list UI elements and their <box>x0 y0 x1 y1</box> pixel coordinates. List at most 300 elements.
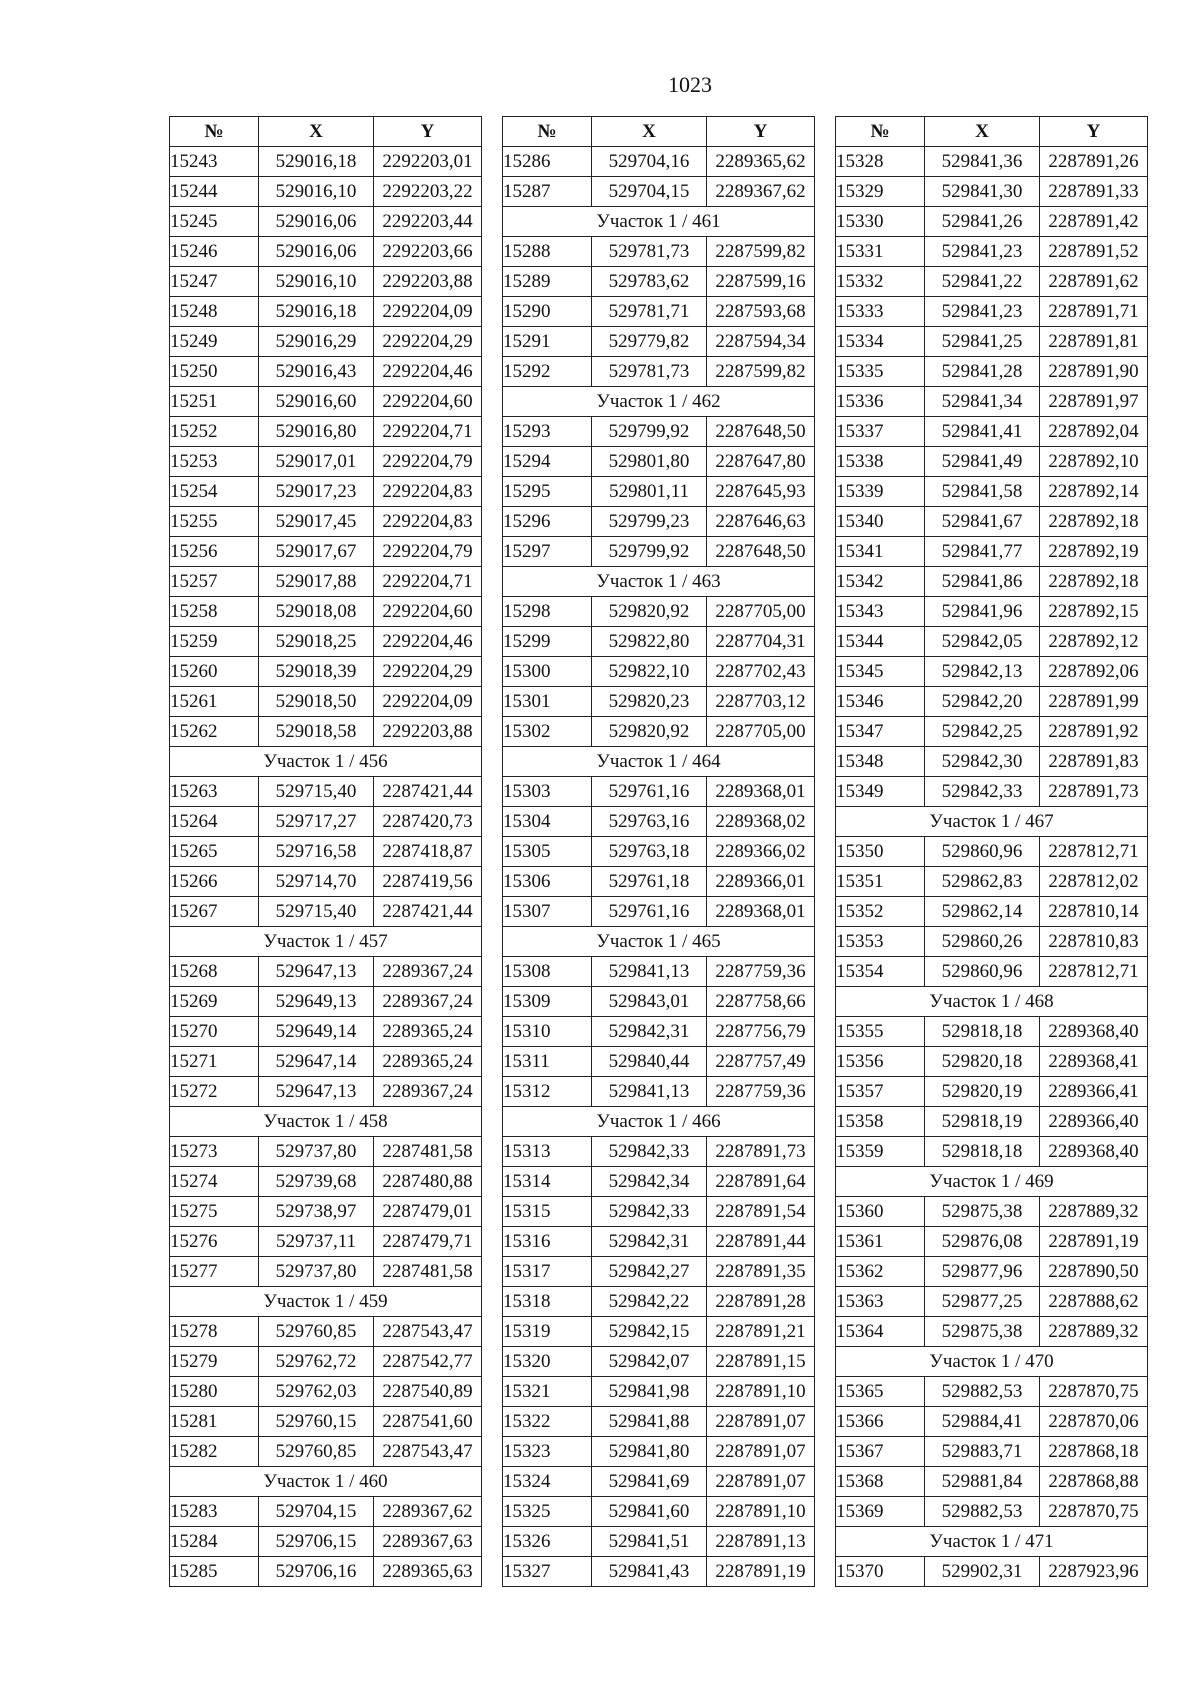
point-number-cell: 15365 <box>836 1377 925 1407</box>
x-coordinate-cell: 529841,34 <box>925 387 1040 417</box>
table-row <box>170 357 482 387</box>
table-header-row <box>503 117 815 147</box>
table-row <box>170 1137 482 1167</box>
y-coordinate-cell: 2289368,40 <box>1040 1137 1148 1167</box>
y-coordinate-cell: 2289365,24 <box>374 1047 482 1077</box>
header-number: № <box>503 117 592 147</box>
table-row <box>170 957 482 987</box>
point-number-cell: 15317 <box>503 1257 592 1287</box>
table-row <box>170 327 482 357</box>
section-row <box>836 1527 1148 1557</box>
x-coordinate-cell: 529801,11 <box>592 477 707 507</box>
table-row <box>836 1047 1148 1077</box>
table-row <box>503 687 815 717</box>
x-coordinate-cell: 529738,97 <box>259 1197 374 1227</box>
y-coordinate-cell: 2287645,93 <box>707 477 815 507</box>
y-coordinate-cell: 2289366,02 <box>707 837 815 867</box>
point-number-cell: 15306 <box>503 867 592 897</box>
x-coordinate-cell: 529016,10 <box>259 177 374 207</box>
table-row <box>836 957 1148 987</box>
point-number-cell: 15260 <box>170 657 259 687</box>
table-body <box>503 147 815 1587</box>
section-label: Участок 1 / 466 <box>503 1107 815 1137</box>
x-coordinate-cell: 529781,71 <box>592 297 707 327</box>
y-coordinate-cell: 2287418,87 <box>374 837 482 867</box>
point-number-cell: 15253 <box>170 447 259 477</box>
section-row <box>503 747 815 777</box>
y-coordinate-cell: 2289367,24 <box>374 987 482 1017</box>
point-number-cell: 15251 <box>170 387 259 417</box>
point-number-cell: 15255 <box>170 507 259 537</box>
x-coordinate-cell: 529820,23 <box>592 687 707 717</box>
point-number-cell: 15349 <box>836 777 925 807</box>
y-coordinate-cell: 2289365,63 <box>374 1557 482 1587</box>
table-row <box>836 1197 1148 1227</box>
y-coordinate-cell: 2287421,44 <box>374 777 482 807</box>
section-label: Участок 1 / 459 <box>170 1287 482 1317</box>
y-coordinate-cell: 2287868,88 <box>1040 1467 1148 1497</box>
x-coordinate-cell: 529842,31 <box>592 1227 707 1257</box>
y-coordinate-cell: 2287891,64 <box>707 1167 815 1197</box>
point-number-cell: 15361 <box>836 1227 925 1257</box>
x-coordinate-cell: 529737,80 <box>259 1257 374 1287</box>
y-coordinate-cell: 2287705,00 <box>707 597 815 627</box>
y-coordinate-cell: 2292203,44 <box>374 207 482 237</box>
table-row <box>836 1377 1148 1407</box>
x-coordinate-cell: 529017,45 <box>259 507 374 537</box>
x-coordinate-cell: 529841,51 <box>592 1527 707 1557</box>
point-number-cell: 15300 <box>503 657 592 687</box>
x-coordinate-cell: 529882,53 <box>925 1497 1040 1527</box>
point-number-cell: 15284 <box>170 1527 259 1557</box>
table-row <box>170 807 482 837</box>
x-coordinate-cell: 529841,23 <box>925 297 1040 327</box>
table-row <box>170 567 482 597</box>
table-row <box>836 507 1148 537</box>
page-number: 1023 <box>668 72 712 97</box>
x-coordinate-cell: 529779,82 <box>592 327 707 357</box>
x-coordinate-cell: 529820,18 <box>925 1047 1040 1077</box>
y-coordinate-cell: 2292204,46 <box>374 627 482 657</box>
table-row <box>170 1557 482 1587</box>
y-coordinate-cell: 2289368,01 <box>707 897 815 927</box>
table-row <box>170 597 482 627</box>
point-number-cell: 15348 <box>836 747 925 777</box>
point-number-cell: 15364 <box>836 1317 925 1347</box>
x-coordinate-cell: 529017,88 <box>259 567 374 597</box>
table-row <box>836 1227 1148 1257</box>
y-coordinate-cell: 2292203,66 <box>374 237 482 267</box>
point-number-cell: 15271 <box>170 1047 259 1077</box>
x-coordinate-cell: 529842,22 <box>592 1287 707 1317</box>
table-row <box>503 1527 815 1557</box>
point-number-cell: 15332 <box>836 267 925 297</box>
x-coordinate-cell: 529762,03 <box>259 1377 374 1407</box>
table-row <box>170 1227 482 1257</box>
coordinates-table-2 <box>502 116 815 1587</box>
table-row <box>836 1287 1148 1317</box>
x-coordinate-cell: 529704,16 <box>592 147 707 177</box>
point-number-cell: 15264 <box>170 807 259 837</box>
table-row <box>836 777 1148 807</box>
point-number-cell: 15309 <box>503 987 592 1017</box>
point-number-cell: 15314 <box>503 1167 592 1197</box>
table-row <box>503 1407 815 1437</box>
table-row <box>503 357 815 387</box>
y-coordinate-cell: 2287891,73 <box>707 1137 815 1167</box>
table-row <box>836 567 1148 597</box>
section-row <box>836 1167 1148 1197</box>
point-number-cell: 15286 <box>503 147 592 177</box>
y-coordinate-cell: 2287892,15 <box>1040 597 1148 627</box>
point-number-cell: 15283 <box>170 1497 259 1527</box>
table-row <box>836 297 1148 327</box>
y-coordinate-cell: 2287891,73 <box>1040 777 1148 807</box>
x-coordinate-cell: 529842,13 <box>925 657 1040 687</box>
y-coordinate-cell: 2287891,19 <box>1040 1227 1148 1257</box>
point-number-cell: 15315 <box>503 1197 592 1227</box>
section-label: Участок 1 / 467 <box>836 807 1148 837</box>
x-coordinate-cell: 529842,33 <box>592 1197 707 1227</box>
table-row <box>170 537 482 567</box>
point-number-cell: 15352 <box>836 897 925 927</box>
x-coordinate-cell: 529881,84 <box>925 1467 1040 1497</box>
x-coordinate-cell: 529715,40 <box>259 777 374 807</box>
table-row <box>503 1497 815 1527</box>
y-coordinate-cell: 2292204,79 <box>374 537 482 567</box>
point-number-cell: 15291 <box>503 327 592 357</box>
table-row <box>836 477 1148 507</box>
table-row <box>503 807 815 837</box>
x-coordinate-cell: 529841,58 <box>925 477 1040 507</box>
y-coordinate-cell: 2287812,02 <box>1040 867 1148 897</box>
table-row <box>170 987 482 1017</box>
point-number-cell: 15246 <box>170 237 259 267</box>
y-coordinate-cell: 2287758,66 <box>707 987 815 1017</box>
table-row <box>836 1077 1148 1107</box>
y-coordinate-cell: 2287891,62 <box>1040 267 1148 297</box>
y-coordinate-cell: 2287543,47 <box>374 1317 482 1347</box>
table-row <box>503 1467 815 1497</box>
y-coordinate-cell: 2289368,01 <box>707 777 815 807</box>
y-coordinate-cell: 2289366,41 <box>1040 1077 1148 1107</box>
y-coordinate-cell: 2287891,35 <box>707 1257 815 1287</box>
table-row <box>503 657 815 687</box>
x-coordinate-cell: 529842,27 <box>592 1257 707 1287</box>
point-number-cell: 15272 <box>170 1077 259 1107</box>
y-coordinate-cell: 2292204,71 <box>374 417 482 447</box>
point-number-cell: 15294 <box>503 447 592 477</box>
y-coordinate-cell: 2287891,10 <box>707 1497 815 1527</box>
x-coordinate-cell: 529760,15 <box>259 1407 374 1437</box>
table-row <box>170 1077 482 1107</box>
point-number-cell: 15319 <box>503 1317 592 1347</box>
section-row <box>170 927 482 957</box>
point-number-cell: 15277 <box>170 1257 259 1287</box>
x-coordinate-cell: 529706,15 <box>259 1527 374 1557</box>
section-label: Участок 1 / 469 <box>836 1167 1148 1197</box>
point-number-cell: 15266 <box>170 867 259 897</box>
x-coordinate-cell: 529649,13 <box>259 987 374 1017</box>
section-row <box>170 1287 482 1317</box>
point-number-cell: 15280 <box>170 1377 259 1407</box>
y-coordinate-cell: 2287891,07 <box>707 1467 815 1497</box>
x-coordinate-cell: 529877,96 <box>925 1257 1040 1287</box>
x-coordinate-cell: 529818,18 <box>925 1017 1040 1047</box>
point-number-cell: 15344 <box>836 627 925 657</box>
header-x: X <box>925 117 1040 147</box>
point-number-cell: 15295 <box>503 477 592 507</box>
y-coordinate-cell: 2287648,50 <box>707 417 815 447</box>
x-coordinate-cell: 529737,80 <box>259 1137 374 1167</box>
x-coordinate-cell: 529841,69 <box>592 1467 707 1497</box>
y-coordinate-cell: 2287757,49 <box>707 1047 815 1077</box>
y-coordinate-cell: 2287812,71 <box>1040 957 1148 987</box>
y-coordinate-cell: 2292204,71 <box>374 567 482 597</box>
table-row <box>503 417 815 447</box>
table-row <box>170 477 482 507</box>
table-header-row <box>836 117 1148 147</box>
point-number-cell: 15324 <box>503 1467 592 1497</box>
section-label: Участок 1 / 458 <box>170 1107 482 1137</box>
table-row <box>503 1437 815 1467</box>
table-row <box>503 267 815 297</box>
table-row <box>836 747 1148 777</box>
point-number-cell: 15261 <box>170 687 259 717</box>
table-row <box>170 1527 482 1557</box>
x-coordinate-cell: 529842,30 <box>925 747 1040 777</box>
y-coordinate-cell: 2287593,68 <box>707 297 815 327</box>
y-coordinate-cell: 2289365,24 <box>374 1017 482 1047</box>
table-row <box>503 537 815 567</box>
point-number-cell: 15357 <box>836 1077 925 1107</box>
point-number-cell: 15333 <box>836 297 925 327</box>
x-coordinate-cell: 529016,29 <box>259 327 374 357</box>
table-row <box>503 867 815 897</box>
x-coordinate-cell: 529706,16 <box>259 1557 374 1587</box>
x-coordinate-cell: 529760,85 <box>259 1317 374 1347</box>
point-number-cell: 15328 <box>836 147 925 177</box>
point-number-cell: 15303 <box>503 777 592 807</box>
y-coordinate-cell: 2287891,44 <box>707 1227 815 1257</box>
point-number-cell: 15367 <box>836 1437 925 1467</box>
table-row <box>170 717 482 747</box>
x-coordinate-cell: 529841,49 <box>925 447 1040 477</box>
x-coordinate-cell: 529018,50 <box>259 687 374 717</box>
x-coordinate-cell: 529781,73 <box>592 357 707 387</box>
table-row <box>170 777 482 807</box>
point-number-cell: 15353 <box>836 927 925 957</box>
y-coordinate-cell: 2287812,71 <box>1040 837 1148 867</box>
y-coordinate-cell: 2289365,62 <box>707 147 815 177</box>
header-number: № <box>170 117 259 147</box>
table-row <box>170 1257 482 1287</box>
coordinates-table-3 <box>835 116 1148 1587</box>
y-coordinate-cell: 2289367,63 <box>374 1527 482 1557</box>
table-row <box>170 447 482 477</box>
y-coordinate-cell: 2292204,09 <box>374 687 482 717</box>
x-coordinate-cell: 529714,70 <box>259 867 374 897</box>
point-number-cell: 15329 <box>836 177 925 207</box>
point-number-cell: 15330 <box>836 207 925 237</box>
y-coordinate-cell: 2287891,26 <box>1040 147 1148 177</box>
section-label: Участок 1 / 462 <box>503 387 815 417</box>
table-row <box>503 147 815 177</box>
header-y: Y <box>707 117 815 147</box>
y-coordinate-cell: 2287540,89 <box>374 1377 482 1407</box>
y-coordinate-cell: 2287892,10 <box>1040 447 1148 477</box>
table-row <box>170 207 482 237</box>
x-coordinate-cell: 529761,18 <box>592 867 707 897</box>
point-number-cell: 15318 <box>503 1287 592 1317</box>
point-number-cell: 15356 <box>836 1047 925 1077</box>
table-row <box>836 1467 1148 1497</box>
section-label: Участок 1 / 457 <box>170 927 482 957</box>
point-number-cell: 15245 <box>170 207 259 237</box>
x-coordinate-cell: 529016,43 <box>259 357 374 387</box>
table-row <box>170 387 482 417</box>
point-number-cell: 15270 <box>170 1017 259 1047</box>
x-coordinate-cell: 529799,92 <box>592 417 707 447</box>
x-coordinate-cell: 529841,26 <box>925 207 1040 237</box>
x-coordinate-cell: 529841,67 <box>925 507 1040 537</box>
x-coordinate-cell: 529647,13 <box>259 1077 374 1107</box>
x-coordinate-cell: 529841,36 <box>925 147 1040 177</box>
y-coordinate-cell: 2292203,88 <box>374 267 482 297</box>
table-row <box>503 1257 815 1287</box>
x-coordinate-cell: 529799,92 <box>592 537 707 567</box>
x-coordinate-cell: 529862,14 <box>925 897 1040 927</box>
y-coordinate-cell: 2287759,36 <box>707 1077 815 1107</box>
x-coordinate-cell: 529884,41 <box>925 1407 1040 1437</box>
table-row <box>836 627 1148 657</box>
table-row <box>836 177 1148 207</box>
point-number-cell: 15362 <box>836 1257 925 1287</box>
table-row <box>836 687 1148 717</box>
table-row <box>836 237 1148 267</box>
x-coordinate-cell: 529841,96 <box>925 597 1040 627</box>
point-number-cell: 15288 <box>503 237 592 267</box>
point-number-cell: 15345 <box>836 657 925 687</box>
table-row <box>503 1347 815 1377</box>
point-number-cell: 15366 <box>836 1407 925 1437</box>
y-coordinate-cell: 2287870,75 <box>1040 1377 1148 1407</box>
table-header-row <box>170 117 482 147</box>
point-number-cell: 15287 <box>503 177 592 207</box>
point-number-cell: 15311 <box>503 1047 592 1077</box>
y-coordinate-cell: 2287646,63 <box>707 507 815 537</box>
table-row <box>170 1317 482 1347</box>
point-number-cell: 15297 <box>503 537 592 567</box>
point-number-cell: 15321 <box>503 1377 592 1407</box>
point-number-cell: 15299 <box>503 627 592 657</box>
point-number-cell: 15370 <box>836 1557 925 1587</box>
table-body <box>170 147 482 1587</box>
point-number-cell: 15343 <box>836 597 925 627</box>
y-coordinate-cell: 2287891,99 <box>1040 687 1148 717</box>
x-coordinate-cell: 529822,80 <box>592 627 707 657</box>
point-number-cell: 15301 <box>503 687 592 717</box>
x-coordinate-cell: 529783,62 <box>592 267 707 297</box>
table-row <box>170 507 482 537</box>
point-number-cell: 15259 <box>170 627 259 657</box>
point-number-cell: 15248 <box>170 297 259 327</box>
section-label: Участок 1 / 463 <box>503 567 815 597</box>
y-coordinate-cell: 2287891,71 <box>1040 297 1148 327</box>
table-row <box>170 297 482 327</box>
y-coordinate-cell: 2287480,88 <box>374 1167 482 1197</box>
table-row <box>503 987 815 1017</box>
table-row <box>836 417 1148 447</box>
point-number-cell: 15268 <box>170 957 259 987</box>
point-number-cell: 15312 <box>503 1077 592 1107</box>
y-coordinate-cell: 2287891,19 <box>707 1557 815 1587</box>
y-coordinate-cell: 2287891,28 <box>707 1287 815 1317</box>
y-coordinate-cell: 2287892,06 <box>1040 657 1148 687</box>
point-number-cell: 15247 <box>170 267 259 297</box>
point-number-cell: 15254 <box>170 477 259 507</box>
point-number-cell: 15292 <box>503 357 592 387</box>
point-number-cell: 15339 <box>836 477 925 507</box>
y-coordinate-cell: 2287479,01 <box>374 1197 482 1227</box>
table-row <box>503 1227 815 1257</box>
table-row <box>836 1317 1148 1347</box>
point-number-cell: 15304 <box>503 807 592 837</box>
y-coordinate-cell: 2287889,32 <box>1040 1197 1148 1227</box>
x-coordinate-cell: 529717,27 <box>259 807 374 837</box>
section-row <box>503 387 815 417</box>
x-coordinate-cell: 529841,25 <box>925 327 1040 357</box>
table-row <box>836 1257 1148 1287</box>
table-row <box>170 1347 482 1377</box>
point-number-cell: 15322 <box>503 1407 592 1437</box>
x-coordinate-cell: 529841,30 <box>925 177 1040 207</box>
point-number-cell: 15334 <box>836 327 925 357</box>
point-number-cell: 15296 <box>503 507 592 537</box>
x-coordinate-cell: 529841,88 <box>592 1407 707 1437</box>
y-coordinate-cell: 2287810,14 <box>1040 897 1148 927</box>
y-coordinate-cell: 2287892,14 <box>1040 477 1148 507</box>
x-coordinate-cell: 529762,72 <box>259 1347 374 1377</box>
point-number-cell: 15257 <box>170 567 259 597</box>
x-coordinate-cell: 529841,77 <box>925 537 1040 567</box>
section-label: Участок 1 / 461 <box>503 207 815 237</box>
y-coordinate-cell: 2287891,15 <box>707 1347 815 1377</box>
point-number-cell: 15252 <box>170 417 259 447</box>
y-coordinate-cell: 2287542,77 <box>374 1347 482 1377</box>
y-coordinate-cell: 2289367,62 <box>374 1497 482 1527</box>
point-number-cell: 15308 <box>503 957 592 987</box>
table-row <box>836 327 1148 357</box>
x-coordinate-cell: 529715,40 <box>259 897 374 927</box>
x-coordinate-cell: 529017,23 <box>259 477 374 507</box>
x-coordinate-cell: 529840,44 <box>592 1047 707 1077</box>
y-coordinate-cell: 2287702,43 <box>707 657 815 687</box>
point-number-cell: 15263 <box>170 777 259 807</box>
x-coordinate-cell: 529704,15 <box>592 177 707 207</box>
x-coordinate-cell: 529841,22 <box>925 267 1040 297</box>
table-row <box>503 477 815 507</box>
point-number-cell: 15360 <box>836 1197 925 1227</box>
x-coordinate-cell: 529818,19 <box>925 1107 1040 1137</box>
x-coordinate-cell: 529018,08 <box>259 597 374 627</box>
point-number-cell: 15331 <box>836 237 925 267</box>
point-number-cell: 15337 <box>836 417 925 447</box>
y-coordinate-cell: 2287759,36 <box>707 957 815 987</box>
table-row <box>503 447 815 477</box>
point-number-cell: 15336 <box>836 387 925 417</box>
point-number-cell: 15293 <box>503 417 592 447</box>
